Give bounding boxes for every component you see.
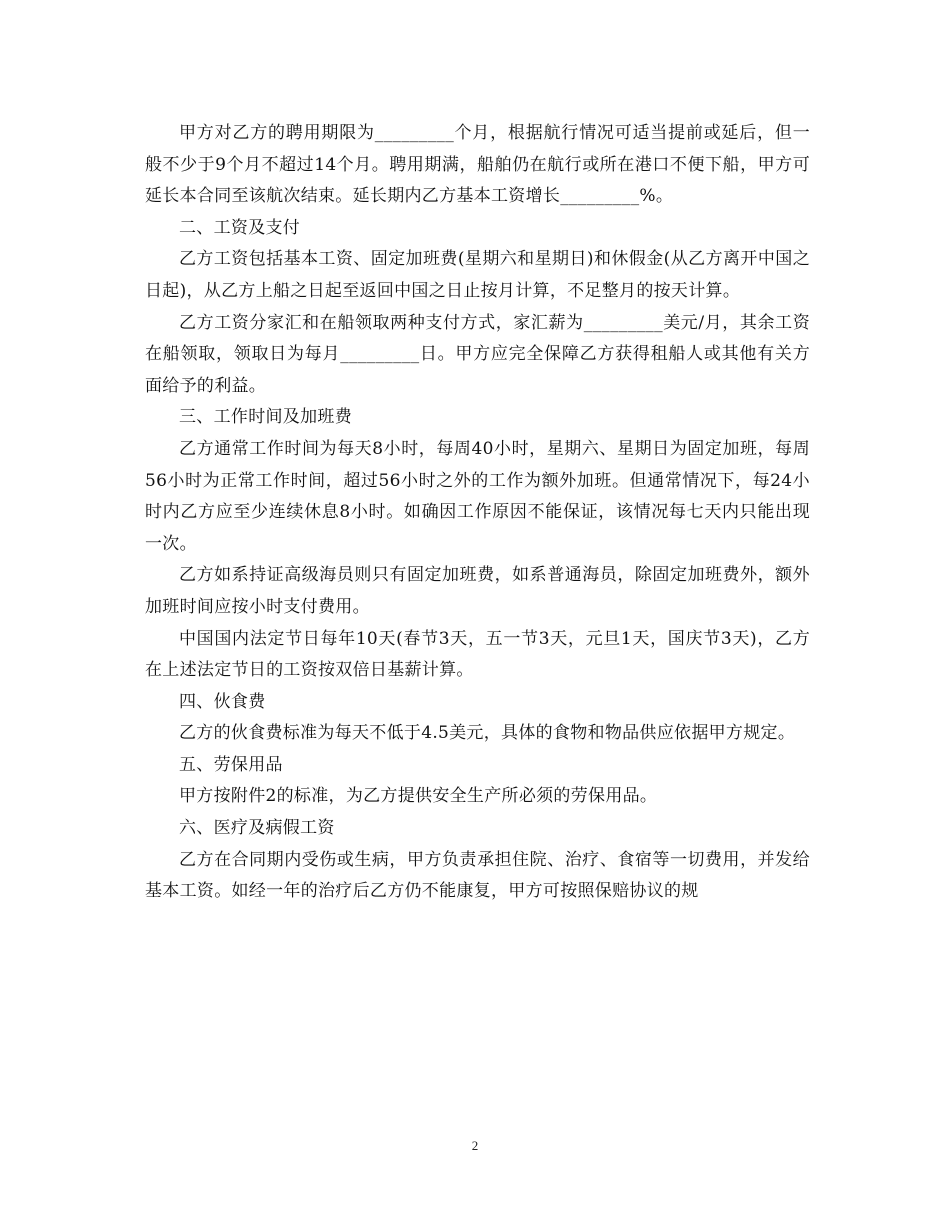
paragraph-wage-payment: 乙方工资分家汇和在船领取两种支付方式，家汇薪为_________美元/月，其余工资在船领取，领取日为每月_________日。甲方应完全保障乙方获得租船人或其他有关方面给予的利益。 (145, 312, 810, 396)
section-heading-meal-allowance: 四、伙食费 (179, 691, 266, 712)
page-number: 2 (471, 1138, 479, 1153)
paragraph-protective-equipment: 甲方按附件2的标准，为乙方提供安全生产所必须的劳保用品。 (179, 786, 658, 807)
paragraph-employment-term: 甲方对乙方的聘用期限为_________个月，根据航行情况可适当提前或延后，但一般不少于9个月不超过14个月。聘用期满，船舶仍在航行或所在港口不便下船，甲方可延长本合同至该航次结束。延长期内乙方基本工资增长_________%。 (145, 123, 810, 207)
paragraph-meal-allowance: 乙方的伙食费标准为每天不低于4.5美元，具体的食物和物品供应依据甲方规定。 (179, 723, 796, 744)
section-heading-medical-sick-pay: 六、医疗及病假工资 (179, 818, 335, 839)
document-body (145, 118, 810, 908)
paragraph-public-holidays: 中国国内法定节日每年10天(春节3天，五一节3天，元旦1天，国庆节3天)，乙方在上述法定节日的工资按双倍日基薪计算。 (145, 628, 810, 681)
paragraph-working-hours: 乙方通常工作时间为每天8小时，每周40小时，星期六、星期日为固定加班，每周56小时为正常工作时间，超过56小时之外的工作为额外加班。但通常情况下，每24小时内乙方应至少连续休息8小时。如确因工作原因不能保证，该情况每七天内只能出现一次。 (145, 438, 810, 554)
section-heading-protective-equipment: 五、劳保用品 (179, 754, 283, 775)
paragraph-medical-sick-pay: 乙方在合同期内受伤或生病，甲方负责承担住院、治疗、食宿等一切费用，并发给基本工资。如经一年的治疗后乙方仍不能康复，甲方可按照保赔协议的规 (145, 849, 810, 902)
paragraph-wage-composition: 乙方工资包括基本工资、固定加班费(星期六和星期日)和休假金(从乙方离开中国之日起)，从乙方上船之日起至返回中国之日止按月计算，不足整月的按天计算。 (145, 249, 810, 301)
paragraph-overtime-pay: 乙方如系持证高级海员则只有固定加班费，如系普通海员，除固定加班费外，额外加班时间应按小时支付费用。 (145, 565, 810, 617)
section-heading-working-hours: 三、工作时间及加班费 (179, 407, 352, 428)
section-heading-wages: 二、工资及支付 (179, 217, 301, 238)
